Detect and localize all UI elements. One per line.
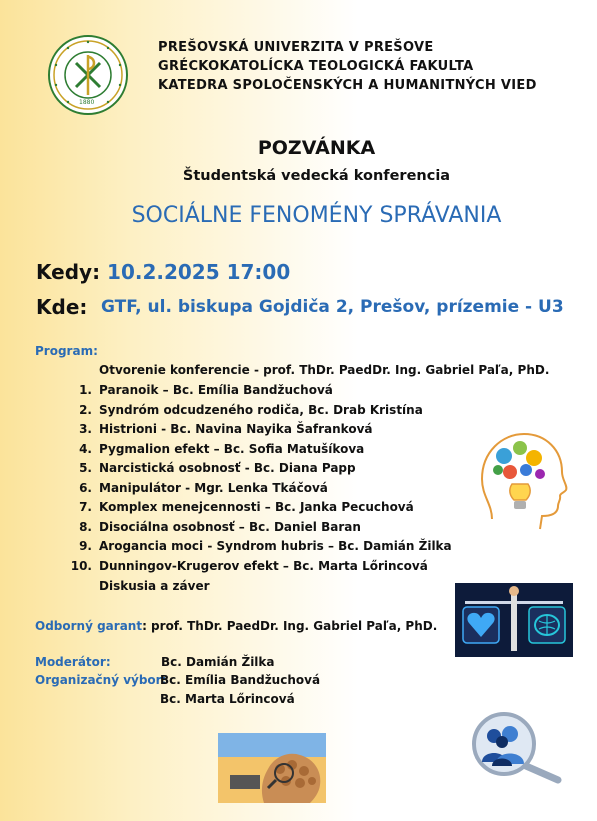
- program-item-text: Histrioni - Bc. Navina Nayika Šafranková: [99, 422, 373, 436]
- when-row: [36, 260, 290, 284]
- program-label: Program:: [35, 344, 98, 358]
- brain-lightbulb-image: [462, 424, 572, 534]
- committee-member: Bc. Emília Bandžuchová: [160, 673, 321, 687]
- where-value: GTF, ul. biskupa Gojdiča 2, Prešov, prízemie - U3: [101, 297, 564, 317]
- program-item-text: Syndróm odcudzeného rodiča, Bc. Drab Kristína: [99, 402, 423, 417]
- program-item-number: 9.: [79, 539, 92, 553]
- program-item-text: Manipulátor - Mgr. Lenka Tkáčová: [99, 480, 328, 495]
- program-item: [70, 481, 328, 495]
- program-item-text: Pygmalion efekt – Bc. Sofia Matušíkova: [99, 441, 365, 456]
- program-item: [70, 422, 373, 436]
- program-item: [70, 559, 428, 573]
- program-item: [70, 442, 364, 456]
- program-item-number: 6.: [79, 480, 92, 495]
- conference-topic: SOCIÁLNE FENOMÉNY SPRÁVANIA: [131, 203, 502, 228]
- program-item-text: Paranoik – Bc. Emília Bandžuchová: [99, 383, 333, 397]
- committee-label: Organizačný výbor:: [35, 673, 167, 687]
- invitation-title: POZVÁNKA: [257, 137, 376, 159]
- program-item-number: 2.: [79, 402, 92, 417]
- department-name: KATEDRA SPOLOČENSKÝCH A HUMANITNÝCH VIED: [158, 78, 537, 93]
- program-item-number: 1.: [79, 383, 92, 397]
- program-item-number: 4.: [79, 441, 92, 456]
- program-item-number: 10.: [70, 558, 92, 573]
- program-item: [70, 461, 356, 475]
- program-item-text: Dunningov-Krugerov efekt – Bc. Marta Lőrincová: [99, 558, 428, 573]
- logo-year: 1880: [79, 99, 95, 106]
- program-item-number: 3.: [79, 422, 92, 436]
- conference-subtitle: Študentská vedecká konferencia: [182, 168, 451, 184]
- where-label: Kde:: [36, 295, 88, 319]
- program-item-number: 5.: [79, 461, 92, 475]
- program-item: [70, 520, 361, 534]
- program-opening: Otvorenie konferencie - prof. ThDr. PaedDr. Ing. Gabriel Paľa, PhD.: [99, 363, 550, 377]
- program-item-text: Arogancia moci - Syndrom hubris – Bc. Damián Žilka: [99, 539, 452, 553]
- program-item-text: Komplex menejcennosti – Bc. Janka Pecuchová: [99, 500, 414, 514]
- when-label: Kedy:: [36, 260, 101, 284]
- moderator-value: Bc. Damián Žilka: [161, 655, 275, 669]
- program-item: [70, 500, 414, 514]
- university-name: PREŠOVSKÁ UNIVERZITA V PREŠOVE: [158, 40, 434, 55]
- puzzle-head-image: [218, 733, 326, 803]
- program-item-number: 8.: [79, 519, 92, 534]
- garant-row: [35, 619, 437, 633]
- program-item-text: Narcistická osobnosť - Bc. Diana Papp: [99, 461, 356, 475]
- program-item-number: 7.: [79, 500, 92, 514]
- committee-member: Bc. Marta Lőrincová: [160, 692, 295, 706]
- moderator-label: Moderátor:: [35, 655, 111, 669]
- program-closing: Diskusia a záver: [99, 579, 210, 593]
- faculty-name: GRÉCKOKATOLÍCKA TEOLOGICKÁ FAKULTA: [158, 59, 474, 74]
- heart-brain-balance-image: [455, 583, 573, 657]
- program-item: [70, 383, 333, 397]
- garant-label: Odborný garant: [35, 619, 143, 633]
- program-item-text: Disociálna osobnosť – Bc. Daniel Baran: [99, 519, 361, 534]
- garant-value: : prof. ThDr. PaedDr. Ing. Gabriel Paľa, PhD.: [142, 619, 438, 633]
- people-magnifier-image: [462, 706, 570, 788]
- program-item: [70, 539, 452, 553]
- when-value: 10.2.2025 17:00: [107, 260, 291, 284]
- program-item: [70, 403, 423, 417]
